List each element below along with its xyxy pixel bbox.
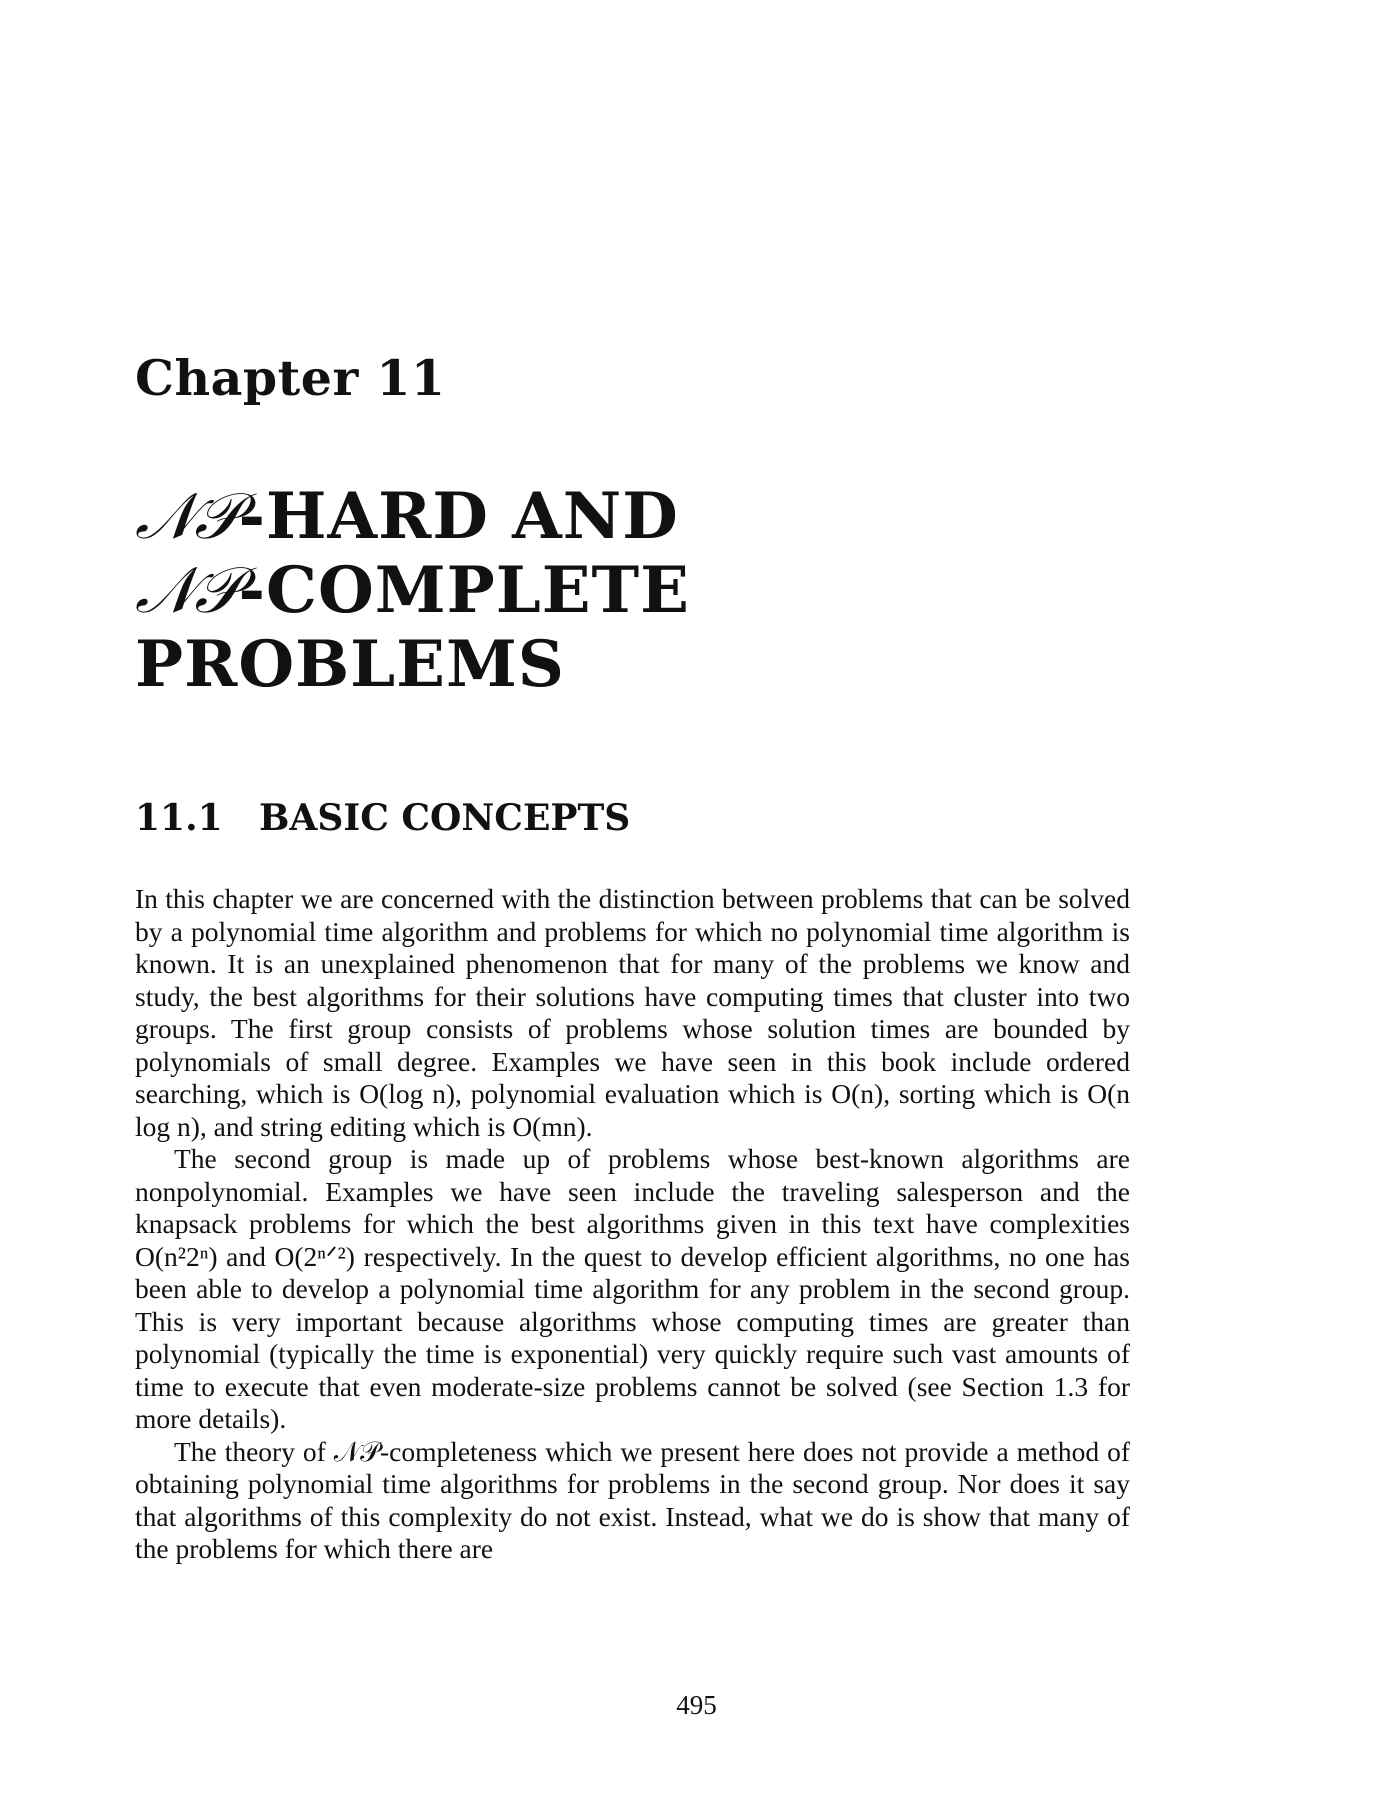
- page-number: 495: [676, 1690, 717, 1720]
- paragraph: The second group is made up of problems whose best-known algorithms are nonpolynomial. Examples we have seen include the traveling salesperson and the knapsack problems for which the best algorithms given in this text have complexities O(n²2ⁿ) and O(2ⁿᐟ²) respectively. In the quest to develop efficient algorithms, no one has been able to develop a polynomial time algorithm for any problem in the second group. This is very important because algorithms whose computing times are greater than polynomial (typically the time is exponential) very quickly require such vast amounts of time to execute that even moderate-size problems cannot be solved (see Section 1.3 for more details).: [135, 1143, 1130, 1434]
- paragraph: The theory of 𝒩𝒫-completeness which we present here does not provide a method of obtaining polynomial time algorithms for problems in the second group. Nor does it say that algorithms of this complexity do not exist. Instead, what we do is show that many of the problems for which there are: [135, 1435, 1130, 1564]
- chapter-title-text: PROBLEMS: [135, 627, 565, 702]
- section-number: 11.1: [135, 797, 223, 839]
- body-text: [135, 883, 1130, 1566]
- section-heading: [135, 797, 631, 839]
- chapter-title-text: -COMPLETE: [238, 553, 690, 628]
- chapter-title-line: [135, 628, 690, 702]
- chapter-title-text: -HARD AND: [238, 479, 679, 554]
- paragraph: In this chapter we are concerned with the distinction between problems that can be solved by a polynomial time algorithm and problems for which no polynomial time algorithm is known. It is an unexplained phenomenon that for many of the problems we know and study, the best algorithms for their solutions have computing times that cluster into two groups. The first group consists of problems whose solution times are bounded by polynomials of small degree. Examples we have seen in this book include ordered searching, which is O(log n), polynomial evaluation which is O(n), sorting which is O(n log n), and string editing which is O(mn).: [135, 883, 1130, 1142]
- chapter-title-line: [135, 554, 690, 628]
- section-title: BASIC CONCEPTS: [259, 797, 631, 839]
- chapter-label: Chapter 11: [135, 349, 446, 407]
- chapter-title: [135, 480, 690, 702]
- np-symbol: 𝒩𝒫: [135, 554, 239, 628]
- chapter-title-line: [135, 480, 690, 554]
- np-symbol: 𝒩𝒫: [135, 480, 239, 554]
